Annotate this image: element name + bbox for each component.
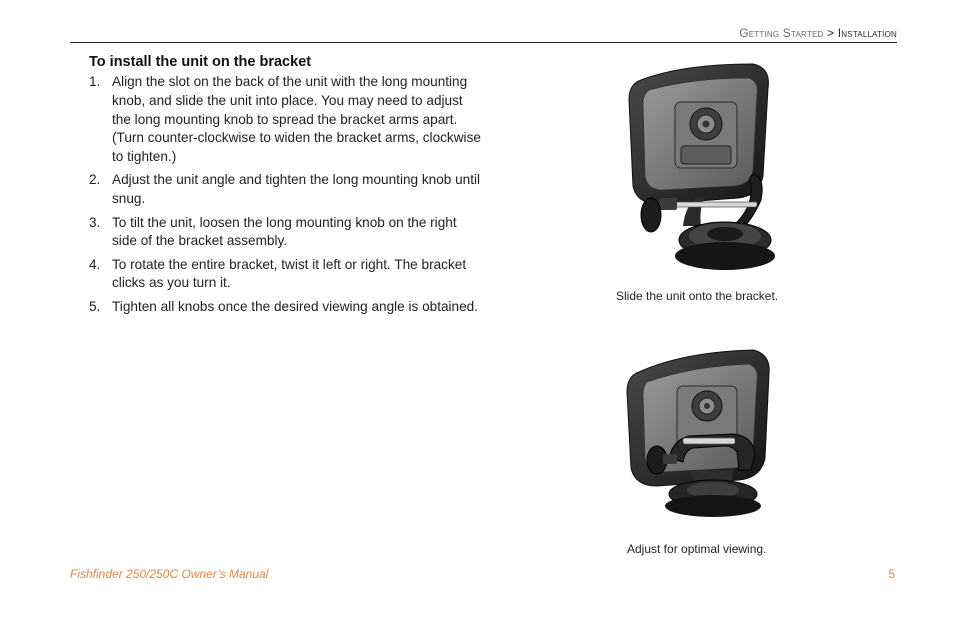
figure-caption: Adjust for optimal viewing. [627, 542, 767, 556]
step-number: 2. [89, 172, 101, 188]
step-text: To rotate the entire bracket, twist it left or right. The bracket clicks as you turn it. [112, 256, 467, 291]
procedure-title: To install the unit on the bracket [89, 54, 312, 70]
step-number: 3. [89, 214, 101, 230]
step-text: Tighten all knobs once the desired viewing angle is obtained. [112, 298, 479, 314]
running-header [739, 26, 897, 40]
footer-manual-title: Fishfinder 250/250C Owner’s Manual [70, 567, 269, 581]
step-item [89, 256, 484, 294]
step-item [89, 298, 484, 317]
step-text: Align the slot on the back of the unit with the long mounting knob, and slide the unit into place. You may need to adjust the long mounting knob to spread the bracket arms apart. (Turn counter-clockwise to widen the bracket arms, clockwise to tighten.) [112, 74, 481, 165]
header-section: Getting Started [739, 26, 824, 40]
step-item [89, 171, 484, 209]
step-number: 5. [89, 298, 101, 314]
step-item [89, 214, 484, 252]
procedure-steps [89, 73, 484, 321]
page-number: 5 [888, 567, 895, 581]
bracket-slide-illustration [613, 58, 783, 278]
step-number: 4. [89, 256, 101, 272]
header-separator: > [827, 26, 835, 40]
step-text: Adjust the unit angle and tighten the long mounting knob until snug. [112, 172, 481, 207]
step-item [89, 73, 484, 167]
optimal-viewing-illustration [613, 342, 783, 522]
header-rule [70, 42, 897, 43]
step-number: 1. [89, 74, 101, 89]
figure-caption: Slide the unit onto the bracket. [616, 289, 779, 303]
step-text: To tilt the unit, loosen the long mounting knob on the right side of the bracket assembly. [112, 214, 457, 249]
header-subsection: Installation [837, 26, 897, 40]
